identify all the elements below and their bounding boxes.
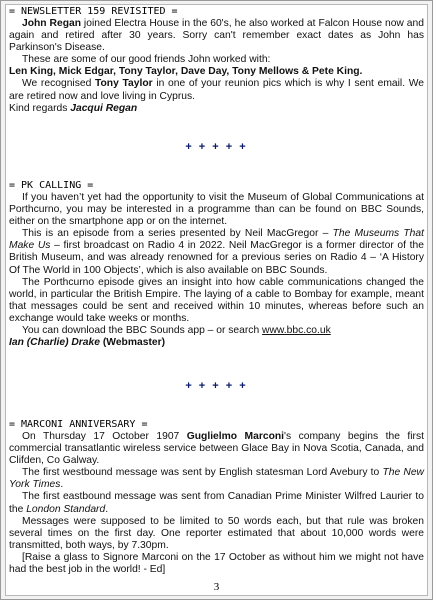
paragraph: On Thursday 17 October 1907 Guglielmo Marconi's company begins the first commercial transatlantic wireless service between Glace Bay in Nova Scotia, Canada, and Clifden, Co Galway. [9,431,424,467]
section-newsletter-159 [6,6,427,115]
section-heading: = PK CALLING = [9,180,94,191]
section-pk-calling [6,180,427,349]
person-name: John Regan [22,18,81,29]
bbc-link[interactable]: www.bbc.co.uk [262,325,331,337]
paragraph: This is an episode from a series presented by Neil MacGregor – The Museums That Make Us – first broadcast on Radio 4 in 2022. Neil MacGregor is a former director of the British Museum, and was already renowned for a previous series on Radio 4 – ‘A History Of The World in 100 Objects’, which is also available on BBC Sounds. [9,228,424,276]
page-number: 3 [213,581,220,593]
paragraph: [Raise a glass to Signore Marconi on the 17 October as without him we might not have had the best job in the world! - Ed] [9,551,424,576]
signoff: Kind regards Jacqui Regan [9,102,138,114]
paragraph: The Porthcurno episode gives an insight into how cable communications changed the world, in particular the British Empire. The laying of a cable to Bombay for example, meant that messages could be sent and received within 10 minutes, whereas before such an exchange would take weeks or months. [9,276,424,324]
section-heading: = MARCONI ANNIVERSARY = [9,419,148,430]
names-list: Len King, Mick Edgar, Tony Taylor, Dave Day, Tony Mellows & Pete King. [9,66,363,78]
section-separator: + + + + + [185,380,248,392]
paragraph: The first westbound message was sent by English statesman Lord Avebury to The New York Times. [9,467,424,491]
paragraph: You can download the BBC Sounds app – or search www.bbc.co.uk [22,325,331,337]
section-separator: + + + + + [185,141,248,153]
paragraph: John Regan joined Electra House in the 60's, he also worked at Falcon House now and again and retired after 30 years. Sorry can't remember exact dates as John has Parkinson's Disease. [9,18,424,54]
paragraph: The first eastbound message was sent from Canadian Prime Minister Wilfred Laurier to the London Standard. [9,491,424,515]
paragraph: If you haven’t yet had the opportunity to visit the Museum of Global Communications at Porthcurno, you may be interested in a programme than can be found on BBC Sounds, either on the smartphone app or on the internet. [9,192,424,228]
section-marconi-anniversary [6,419,427,576]
paragraph: These are some of our good friends John worked with: [22,54,271,66]
section-heading: = NEWSLETTER 159 REVISITED = [9,6,178,17]
newsletter-page [5,4,428,596]
signature: Ian (Charlie) Drake (Webmaster) [9,337,166,349]
paragraph: We recognised Tony Taylor in one of your reunion pics which is why I sent email. We are retired now and love living in Cyprus. [9,78,424,102]
paragraph: Messages were supposed to be limited to 50 words each, but that rule was broken several times on the first day. One reporter estimated that about 10,000 words were transmitted, both ways, by 7.30pm. [9,515,424,551]
